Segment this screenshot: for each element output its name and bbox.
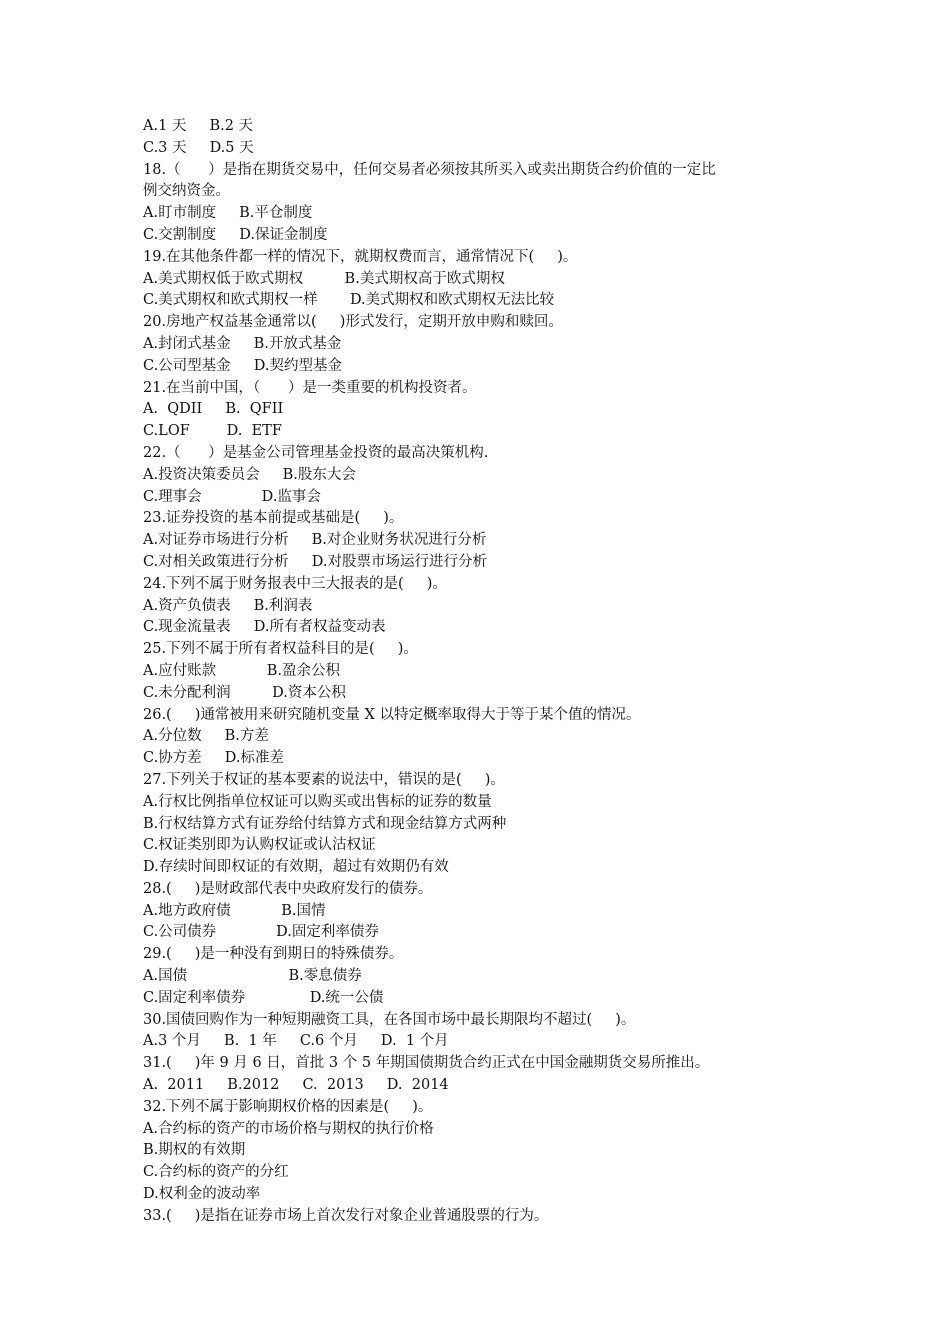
option-line: C.对相关政策进行分析 D.对股票市场运行进行分析 — [143, 553, 487, 570]
option-line: A.1 天 B.2 天 — [143, 118, 254, 134]
option-line: A.资产负债表 B.利润表 — [143, 597, 313, 614]
question-line: 30.国债回购作为一种短期融资工具，在各国市场中最长期限均不超过( )。 — [143, 1011, 636, 1028]
option-line: A.国债 B.零息债券 — [143, 968, 362, 985]
question-line: 33.( )是指在证券市场上首次发行对象企业普通股票的行为。 — [143, 1207, 549, 1224]
question-line: 32.下列不属于影响期权价格的因素是( )。 — [143, 1098, 433, 1115]
question-list — [143, 116, 823, 1228]
question-line: 18.（ ）是指在期货交易中，任何交易者必须按其所买入或卖出期货合约价值的一定比 — [143, 161, 716, 178]
option-line: A.地方政府债 B.国情 — [143, 902, 326, 919]
option-line: A.行权比例指单位权证可以购买或出售标的证券的数量 — [143, 793, 492, 810]
question-line: 25.下列不属于所有者权益科目的是( )。 — [143, 641, 418, 658]
question-line: 23.证券投资的基本前提或基础是( )。 — [143, 510, 404, 527]
option-line: A.对证券市场进行分析 B.对企业财务状况进行分析 — [143, 532, 487, 549]
option-line: A.应付账款 B.盈余公积 — [143, 662, 341, 679]
option-line: B.期权的有效期 — [143, 1142, 246, 1159]
question-line: 28.( )是财政部代表中央政府发行的债券。 — [143, 880, 433, 897]
question-line: 21.在当前中国，（ ）是一类重要的机构投资者。 — [143, 379, 477, 396]
question-line: 29.( )是一种没有到期日的特殊债券。 — [143, 946, 404, 963]
option-line: A. 2011 B.2012 C. 2013 D. 2014 — [143, 1077, 449, 1094]
option-line: C.3 天 D.5 天 — [143, 139, 254, 156]
option-line: D.权利金的波动率 — [143, 1186, 261, 1203]
option-line: C.LOF D. ETF — [143, 423, 282, 440]
question-line: 20.房地产权益基金通常以( )形式发行，定期开放申购和赎回。 — [143, 314, 563, 331]
option-line: C.美式期权和欧式期权一样 D.美式期权和欧式期权无法比较 — [143, 292, 555, 309]
option-line: C.交割制度 D.保证金制度 — [143, 226, 328, 243]
question-line: 26.( )通常被用来研究随机变量 X 以特定概率取得大于等于某个值的情况。 — [143, 706, 641, 723]
option-line: D.存续时间即权证的有效期，超过有效期仍有效 — [143, 859, 449, 876]
question-line: 22.（ ）是基金公司管理基金投资的最高决策机构. — [143, 444, 489, 461]
option-line: A.盯市制度 B.平仓制度 — [143, 205, 313, 222]
option-line: C.固定利率债券 D.统一公债 — [143, 989, 384, 1006]
option-line: C.合约标的资产的分红 — [143, 1164, 289, 1181]
option-line: B.行权结算方式有证券给付结算方式和现金结算方式两种 — [143, 815, 507, 832]
question-line: 27.下列关于权证的基本要素的说法中，错误的是( )。 — [143, 771, 505, 788]
question-line: 19.在其他条件都一样的情况下，就期权费而言，通常情况下( )。 — [143, 248, 578, 265]
option-line: C.现金流量表 D.所有者权益变动表 — [143, 619, 386, 636]
option-line: A.投资决策委员会 B.股东大会 — [143, 466, 356, 483]
question-line: 31.( )年 9 月 6 日，首批 3 个 5 年期国债期货合约正式在中国金融期货交易所推出。 — [143, 1055, 710, 1072]
option-line: A.封闭式基金 B.开放式基金 — [143, 335, 342, 352]
option-line: C.公司债券 D.固定利率债券 — [143, 924, 379, 941]
option-line: C.权证类别即为认购权证或认沽权证 — [143, 837, 376, 854]
option-line: A. QDII B. QFII — [143, 401, 284, 418]
option-line: C.理事会 D.监事会 — [143, 488, 321, 505]
option-line: A.3 个月 B. 1 年 C.6 个月 D. 1 个月 — [143, 1033, 449, 1050]
question-line-continued: 例交纳资金。 — [143, 183, 230, 200]
option-line: C.公司型基金 D.契约型基金 — [143, 357, 342, 374]
option-line: C.协方差 D.标准差 — [143, 750, 284, 767]
option-line: A.分位数 B.方差 — [143, 728, 269, 745]
option-line: A.合约标的资产的市场价格与期权的执行价格 — [143, 1120, 434, 1137]
option-line: C.未分配利润 D.资本公积 — [143, 684, 346, 701]
question-line: 24.下列不属于财务报表中三大报表的是( )。 — [143, 575, 447, 592]
option-line: A.美式期权低于欧式期权 B.美式期权高于欧式期权 — [143, 270, 505, 287]
